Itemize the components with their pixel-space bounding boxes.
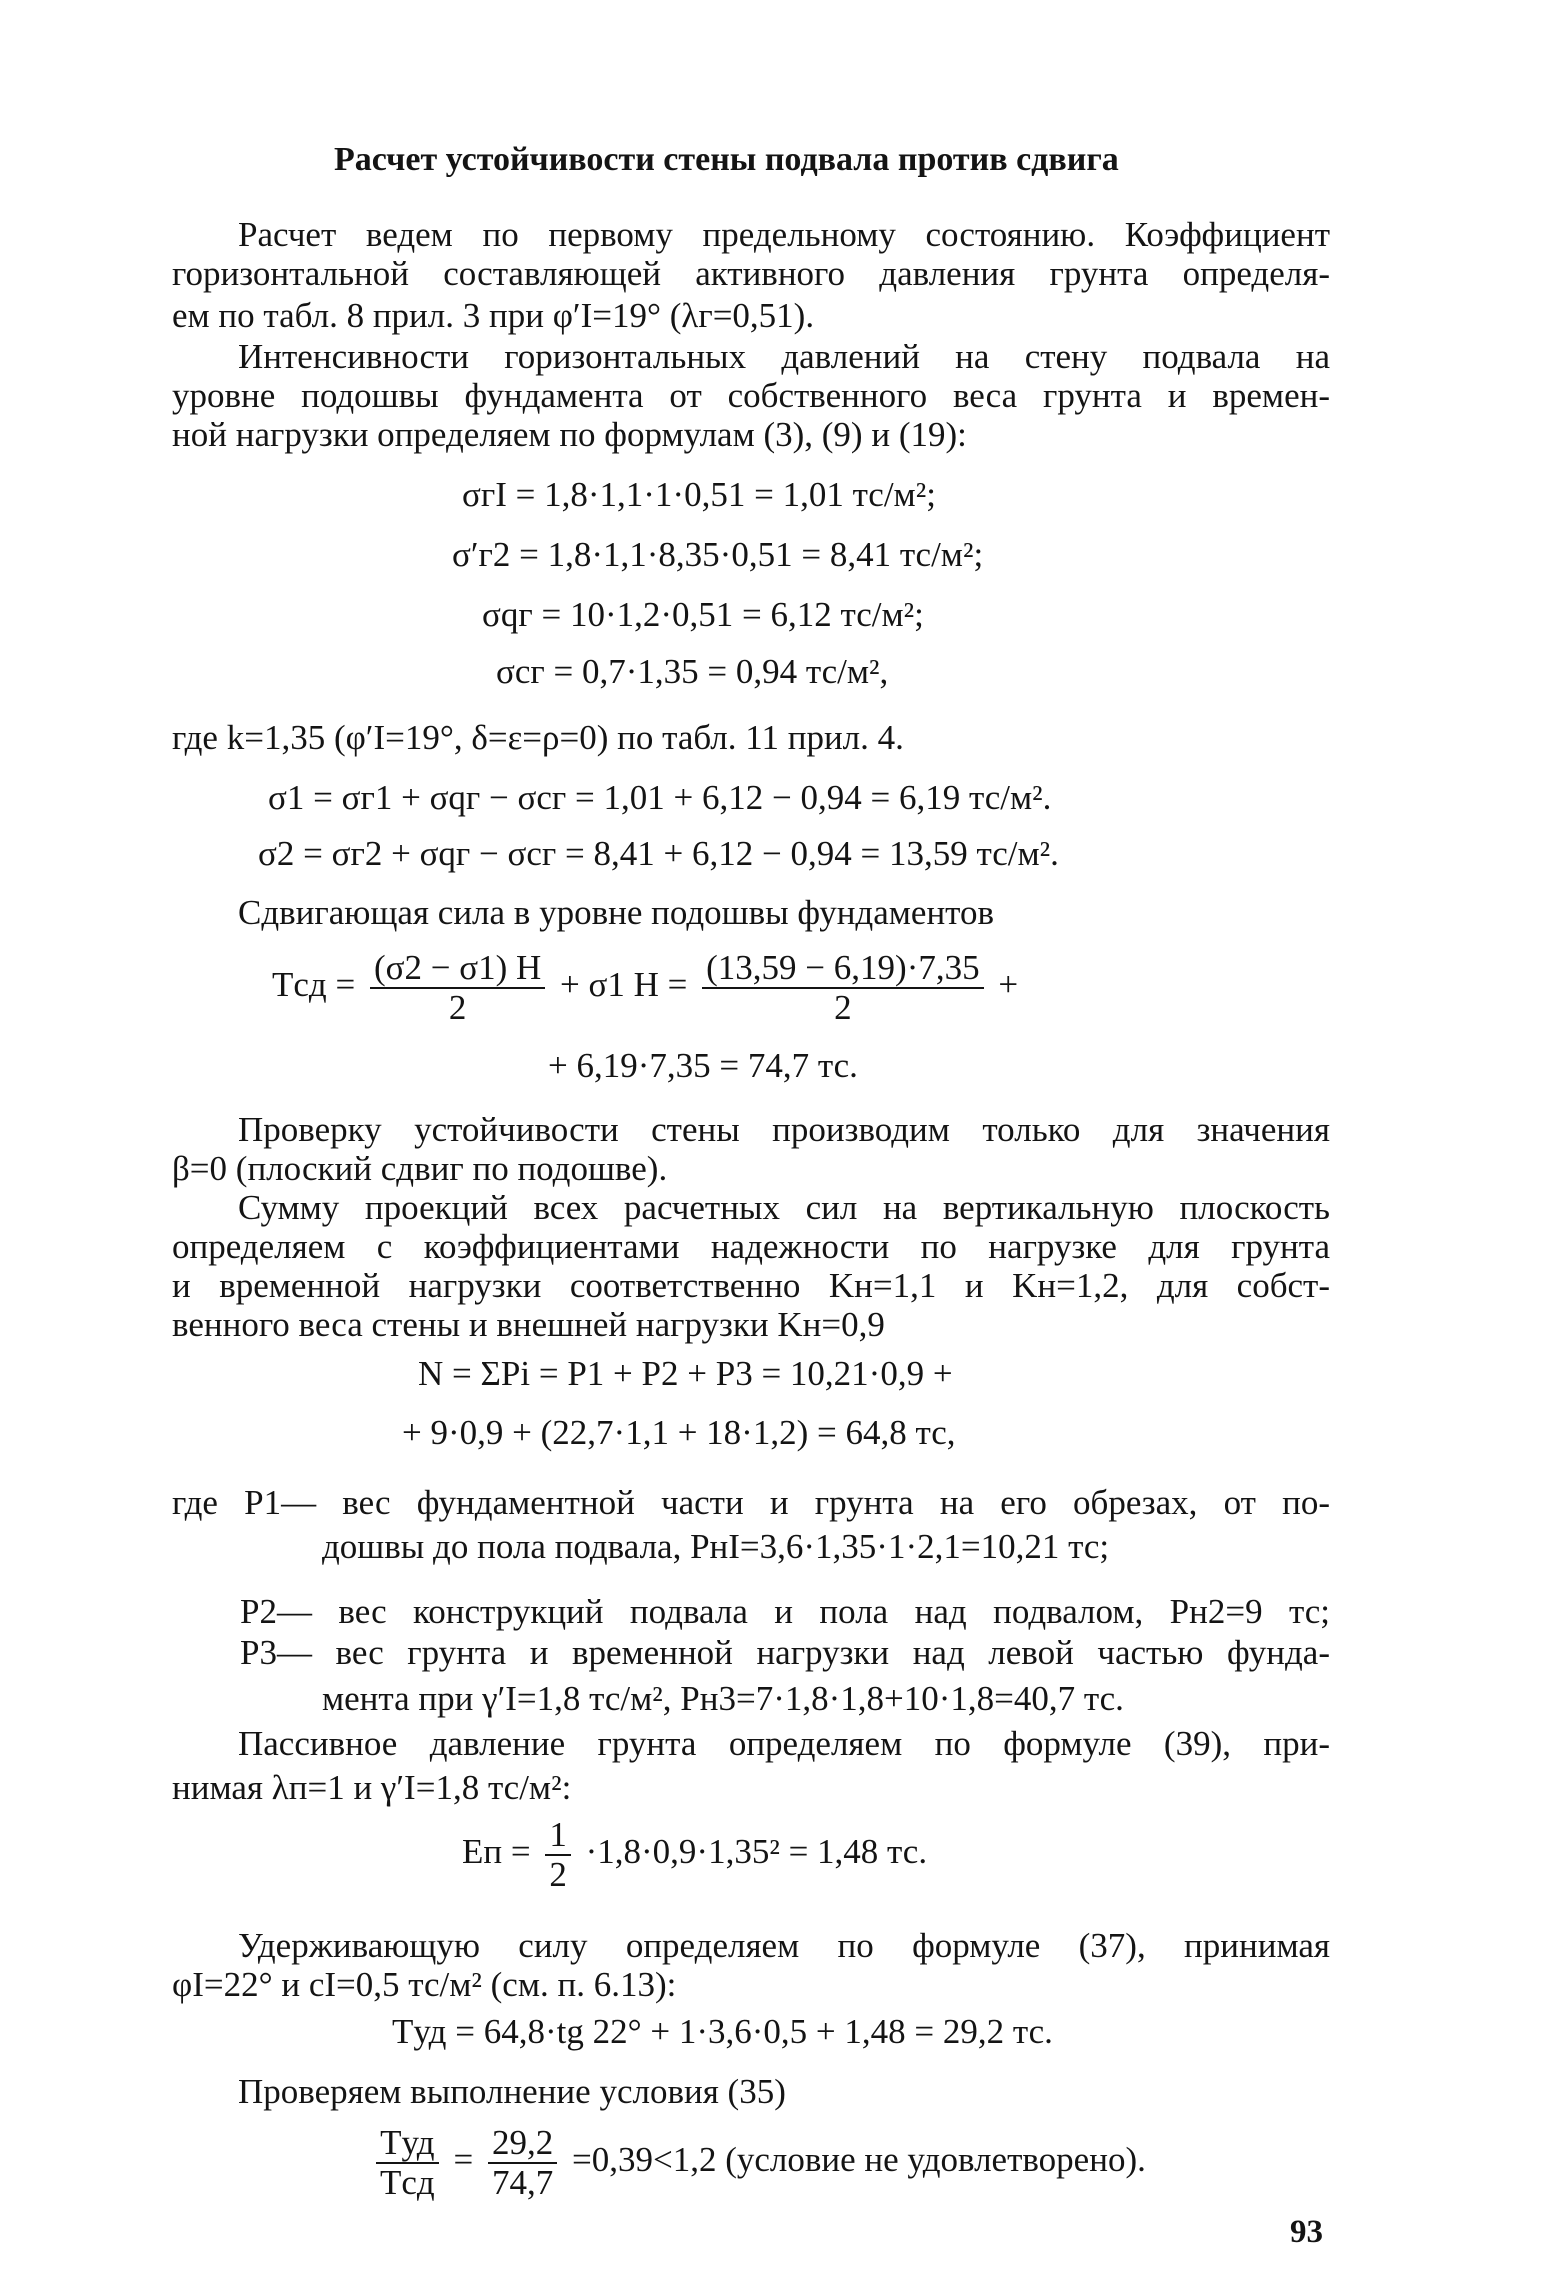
section-heading: Расчет устойчивости стены подвала против сдвига: [334, 141, 1119, 178]
eq-lhs: Eп =: [462, 1832, 531, 1871]
equation-n-line2: + 9·0,9 + (22,7·1,1 + 18·1,2) = 64,8 тс,: [402, 1413, 956, 1452]
equation-tsd: [272, 945, 1018, 1027]
paragraph-line: венного веса стены и внешней нагрузки Kн=0,9: [172, 1305, 885, 1344]
eq-sign: =: [453, 2140, 474, 2179]
fraction-denominator: 2: [834, 987, 852, 1027]
definition-line: мента при γ′I=1,8 тс/м², Pн3=7·1,8·1,8+10·1,8=40,7 тс.: [322, 1679, 1124, 1718]
fraction-numerator: (13,59 − 6,19)·7,35: [702, 949, 983, 989]
paragraph-line: Расчет ведем по первому предельному состоянию. Коэффициент: [238, 215, 1330, 254]
fraction-denominator: 2: [549, 1854, 567, 1894]
equation-sigma1: σ1 = σг1 + σqг − σсг = 1,01 + 6,12 − 0,94 = 6,19 тс/м².: [268, 778, 1052, 817]
fraction: [488, 2124, 557, 2202]
equation-sigma-g2: σ′г2 = 1,8·1,1·8,35·0,51 = 8,41 тс/м²;: [452, 535, 984, 574]
equation-sigma-qg: σqг = 10·1,2·0,51 = 6,12 тс/м²;: [482, 595, 924, 634]
paragraph-line: β=0 (плоский сдвиг по подошве).: [172, 1149, 668, 1188]
eq-tail: +: [998, 965, 1019, 1004]
paragraph-line: ной нагрузки определяем по формулам (3), (9) и (19):: [172, 415, 967, 454]
fraction-denominator: Tсд: [380, 2162, 435, 2202]
paragraph-line: Пассивное давление грунта определяем по формуле (39), при-: [238, 1724, 1330, 1763]
paragraph-line: Удерживающую силу определяем по формуле (37), принимая: [238, 1926, 1330, 1965]
paragraph-line: определяем с коэффициентами надежности по нагрузке для грунта: [172, 1227, 1330, 1266]
page-number: 93: [1290, 2214, 1323, 2250]
fraction: [545, 1816, 571, 1894]
paragraph-line: φI=22° и cI=0,5 тс/м² (см. п. 6.13):: [172, 1965, 677, 2004]
paragraph-line: ем по табл. 8 прил. 3 при φ′I=19° (λг=0,51).: [172, 296, 815, 335]
eq-middle: + σ1 H =: [560, 965, 688, 1004]
fraction: [376, 2124, 439, 2202]
paragraph-line: уровне подошвы фундамента от собственного веса грунта и времен-: [172, 376, 1330, 415]
fraction-denominator: 2: [448, 987, 467, 1027]
fraction-numerator: 1: [545, 1816, 571, 1856]
equation-tsd-continued: + 6,19·7,35 = 74,7 тс.: [548, 1046, 858, 1085]
fraction: [370, 949, 545, 1027]
equation-sigma-g1: σгI = 1,8·1,1·1·0,51 = 1,01 тс/м²;: [462, 475, 936, 514]
where-clause: где k=1,35 (φ′I=19°, δ=ε=ρ=0) по табл. 11 прил. 4.: [172, 718, 904, 757]
fraction-numerator: (σ2 − σ1) H: [370, 949, 545, 989]
equation-n-line1: N = ΣPi = P1 + P2 + P3 = 10,21·0,9 +: [418, 1354, 953, 1393]
eq-rhs: =0,39<1,2 (условие не удовлетворено).: [571, 2140, 1146, 2179]
definition-line: где P1— вес фундаментной части и грунта на его обрезах, от по-: [172, 1483, 1330, 1522]
fraction-numerator: Tуд: [376, 2124, 439, 2164]
fraction: [702, 949, 983, 1027]
fraction-denominator: 74,7: [491, 2162, 554, 2202]
equation-tud: Tуд = 64,8·tg 22° + 1·3,6·0,5 + 1,48 = 29,2 тс.: [392, 2012, 1053, 2051]
equation-condition: [370, 2120, 1146, 2202]
paragraph-line: Интенсивности горизонтальных давлений на стену подвала на: [238, 337, 1330, 376]
equation-sigma2: σ2 = σг2 + σqг − σсг = 8,41 + 6,12 − 0,94 = 13,59 тс/м².: [258, 834, 1059, 873]
paragraph-line: и временной нагрузки соответственно Kн=1,1 и Kн=1,2, для собст-: [172, 1266, 1330, 1305]
definition-line: дошвы до пола подвала, PнI=3,6·1,35·1·2,1=10,21 тс;: [322, 1527, 1110, 1566]
paragraph-line: Проверяем выполнение условия (35): [238, 2072, 786, 2111]
eq-rhs: ·1,8·0,9·1,35² = 1,48 тс.: [585, 1832, 928, 1871]
equation-sigma-cg: σсг = 0,7·1,35 = 0,94 тс/м²,: [496, 652, 889, 691]
paragraph-line: Сумму проекций всех расчетных сил на вертикальную плоскость: [238, 1188, 1330, 1227]
definition-line: P3— вес грунта и временной нагрузки над левой частью фунда-: [240, 1633, 1330, 1672]
paragraph-line: горизонтальной составляющей активного давления грунта определя-: [172, 254, 1330, 293]
paragraph-line: Проверку устойчивости стены производим только для значения: [238, 1110, 1330, 1149]
fraction-numerator: 29,2: [488, 2124, 557, 2164]
definition-line: P2— вес конструкций подвала и пола над подвалом, Pн2=9 тс;: [240, 1592, 1330, 1631]
paragraph-line: Сдвигающая сила в уровне подошвы фундаментов: [238, 893, 995, 932]
paragraph-line: нимая λп=1 и γ′I=1,8 тс/м²:: [172, 1768, 572, 1807]
equation-ep: [462, 1812, 927, 1894]
eq-lhs: Tсд =: [272, 965, 356, 1004]
